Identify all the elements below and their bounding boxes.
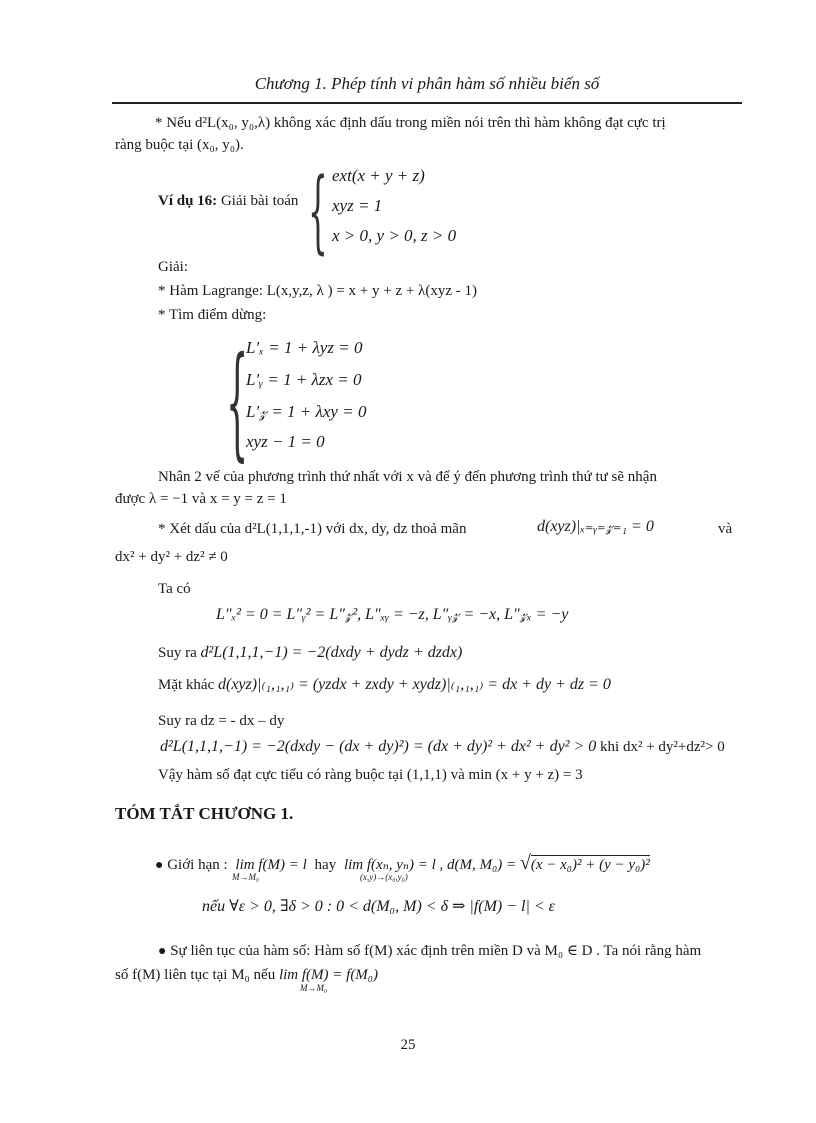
continuity-line2: số f(M) liên tục tại M₀ nếu (115, 967, 276, 983)
limit-label: Giới hạn : (167, 857, 228, 873)
multiply-line2: được λ = −1 và x = y = z = 1 (115, 491, 287, 507)
stationary-eq-2: L′ᵧ = 1 + λzx = 0 (246, 370, 362, 389)
bullet-icon: ● (155, 858, 164, 873)
suyra2-line: Suy ra dz = - dx – dy (158, 713, 285, 729)
final-condition: khi dx² + dy²+dz²> 0 (600, 739, 725, 755)
example-sys-1: ext(x + y + z) (332, 166, 425, 185)
example-brace: { (308, 158, 328, 264)
multiply-line1: Nhân 2 vế của phương trình thứ nhất với x và để ý đến phương trình thứ tư sẽ nhận (158, 469, 657, 485)
stationary-eq-1: L′ₓ = 1 + λyz = 0 (246, 338, 363, 357)
suyra1-row (158, 642, 462, 664)
limit-hay: hay (314, 857, 337, 873)
limit-row: ● Giới hạn : lim f(M) = l hay lim f(xₙ, yₙ) = l , d(M, M₀) = √(x − x₀)² + (y − y₀)² (155, 852, 650, 874)
suyra1-label: Suy ra (158, 645, 197, 661)
stationary-eq-4: xyz − 1 = 0 (246, 432, 325, 451)
continuity-eq: lim f(M) = f(M₀) (278, 967, 379, 983)
nonsign-line1: * Nếu d²L(x₀, y₀,λ) không xác định dấu trong miền nói trên thì hàm không đạt cực trị (155, 115, 666, 131)
sign-condition: d(xyz)|ₓ₌ᵧ₌𝓏₌₁ = 0 (537, 518, 654, 535)
matkhac-row (158, 674, 611, 696)
matkhac-equation: d(xyz)|₍₁,₁,₁₎ = (yzdx + zxdy + xydz)|₍₁,₁,₁₎ = dx + dy + dz = 0 (217, 676, 611, 693)
conclusion-line: Vậy hàm số đạt cực tiểu có ràng buộc tại (1,1,1) và min (x + y + z) = 3 (158, 767, 583, 783)
sign-line1: * Xét dấu của d²L(1,1,1,-1) với dx, dy, dz thoả mãn (158, 521, 467, 537)
sign-line2: dx² + dy² + dz² ≠ 0 (115, 549, 228, 565)
example-label-row (158, 190, 298, 212)
chapter-title: Chương 1. Phép tính vi phân hàm số nhiều biến số (254, 74, 600, 93)
limit-sub2: (x,y)→(x₀,y₀) (360, 872, 408, 882)
limit-eq1: lim f(M) = l (235, 857, 307, 873)
stationary-line: * Tìm điểm dừng: (158, 307, 267, 323)
sign-and: và (718, 521, 733, 537)
continuity-line1: Sự liên tục của hàm số: Hàm số f(M) xác định trên miền D và M₀ ∈ D . Ta nói rằng hàm (170, 943, 702, 959)
page-number: 25 (400, 1037, 416, 1053)
final-row (160, 736, 725, 758)
limit-eq2: lim f(xₙ, yₙ) = l , d(M, M₀) = (343, 857, 517, 873)
stationary-eq-3: L′𝓏 = 1 + λxy = 0 (246, 402, 367, 421)
lagrange-line: * Hàm Lagrange: L(x,y,z, λ ) = x + y + z + λ(xyz - 1) (158, 283, 477, 299)
bullet-icon: ● (158, 944, 167, 959)
summary-title: TÓM TẮT CHƯƠNG 1. (115, 804, 294, 823)
example-label: Ví dụ 16: (158, 193, 218, 209)
nonsign-line2: ràng buộc tại (x₀, y₀). (115, 137, 244, 153)
chapter-header (112, 70, 742, 104)
limit-sqrt: (x − x₀)² + (y − y₀)² (530, 857, 650, 873)
second-derivatives: L″ₓ² = 0 = L″ᵧ² = L″𝓏², L″ₓᵧ = −z, L″ᵧ𝓏 = −x, L″𝓏ₓ = −y (216, 606, 569, 623)
continuity-row2 (115, 964, 378, 986)
continuity-sub: M→M₀ (300, 983, 328, 993)
limit-if: nếu ∀ε > 0, ∃δ > 0 : 0 < d(M₀, M) < δ ⇒ |f(M) − l| < ε (202, 898, 555, 915)
continuity-row (158, 940, 701, 963)
limit-sub1: M→M₀ (232, 872, 260, 882)
example-sys-3: x > 0, y > 0, z > 0 (332, 226, 457, 245)
example-sys-2: xyz = 1 (332, 196, 383, 215)
final-equation: d²L(1,1,1,−1) = −2(dxdy − (dx + dy)²) = (dx + dy)² + dx² + dy² > 0 (160, 738, 597, 755)
taco-line: Ta có (158, 581, 191, 597)
solution-heading: Giải: (158, 259, 188, 275)
matkhac-label: Mặt khác (158, 677, 215, 693)
suyra1-equation: d²L(1,1,1,−1) = −2(dxdy + dydz + dzdx) (200, 644, 463, 661)
example-prompt: Giải bài toán (220, 193, 299, 209)
stationary-brace: { (226, 330, 249, 474)
